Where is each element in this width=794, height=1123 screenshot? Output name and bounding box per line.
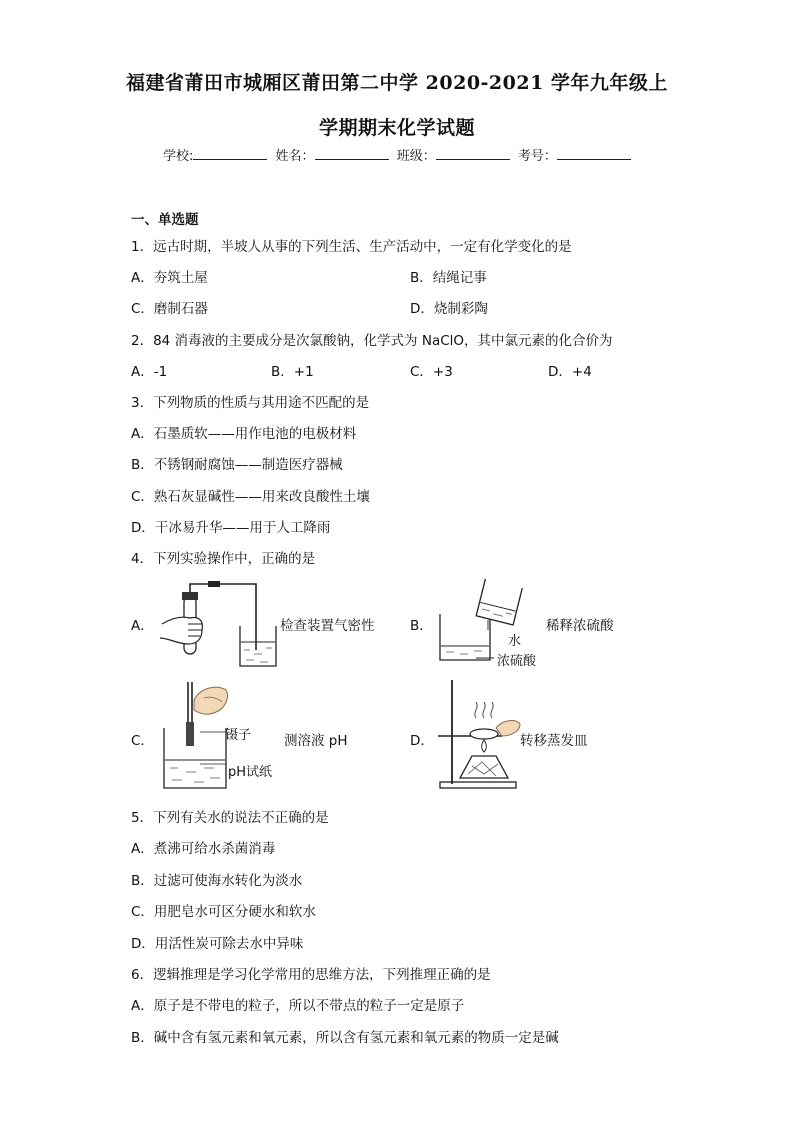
q5-option-d: D．用活性炭可除去水中异味	[131, 936, 304, 952]
q4-option-c-letter: C．	[131, 733, 154, 749]
q4-c-paper-label: pH试纸	[228, 765, 273, 780]
school-label: 学校:	[163, 149, 194, 164]
q1-option-a: A．夯筑土屋	[131, 270, 208, 286]
evaporating-dish-figure	[432, 678, 522, 792]
q3-option-b: B．不锈钢耐腐蚀——制造医疗器械	[131, 457, 343, 473]
q4-option-d-caption: 转移蒸发皿	[520, 733, 588, 749]
question-3-stem: 3．下列物质的性质与其用途不匹配的是	[131, 395, 370, 411]
student-info-row	[163, 145, 635, 164]
q5-option-c: C．用肥皂水可区分硬水和软水	[131, 904, 316, 920]
class-label: 班级：	[396, 149, 436, 164]
q4-option-b-caption: 稀释浓硫酸	[546, 618, 614, 634]
question-2-stem: 2．84 消毒液的主要成分是次氯酸钠，化学式为 NaClO，其中氯元素的化合价为	[131, 333, 613, 349]
school-blank[interactable]	[193, 147, 267, 160]
name-label: 姓名：	[275, 149, 315, 164]
question-4-stem: 4．下列实验操作中，正确的是	[131, 551, 316, 567]
q1-option-d: D．烧制彩陶	[410, 301, 488, 317]
q3-option-d: D．干冰易升华——用于人工降雨	[131, 520, 331, 536]
ph-test-figure	[160, 680, 230, 792]
q4-option-b-letter: B．	[410, 618, 433, 634]
q4-option-d-letter: D．	[410, 733, 434, 749]
question-1-stem: 1．远古时期，半坡人从事的下列生活、生产活动中，一定有化学变化的是	[131, 239, 572, 255]
class-blank[interactable]	[436, 147, 510, 160]
id-blank[interactable]	[557, 147, 631, 160]
q6-option-a: A．原子是不带电的粒子，所以不带点的粒子一定是原子	[131, 998, 465, 1014]
q5-option-b: B．过滤可使海水转化为淡水	[131, 873, 303, 889]
q4-option-c-caption: 测溶液 pH	[284, 733, 348, 749]
q3-option-c: C．熟石灰显碱性——用来改良酸性土壤	[131, 489, 370, 505]
q4-b-water-label: 水	[508, 634, 522, 649]
question-6-stem: 6．逻辑推理是学习化学常用的思维方法，下列推理正确的是	[131, 967, 491, 983]
q1-option-b: B．结绳记事	[410, 270, 487, 286]
q2-option-d: D．+4	[548, 364, 592, 380]
question-5-stem: 5．下列有关水的说法不正确的是	[131, 810, 329, 826]
q1-option-c: C．磨制石器	[131, 301, 208, 317]
exam-title-line1: 福建省莆田市城厢区莆田第二中学 2020-2021 学年九年级上	[126, 72, 668, 94]
q4-c-tweezers-label: 镊子	[225, 728, 252, 743]
exam-title-line2: 学期期末化学试题	[318, 117, 475, 139]
q4-b-acid-label: 浓硫酸	[497, 654, 537, 669]
q6-option-b: B．碱中含有氢元素和氧元素，所以含有氢元素和氧元素的物质一定是碱	[131, 1030, 559, 1046]
q2-option-a: A．-1	[131, 364, 168, 380]
q4-option-a-caption: 检查装置气密性	[280, 618, 375, 634]
section-heading: 一、单选题	[131, 212, 199, 228]
q5-option-a: A．煮沸可给水杀菌消毒	[131, 841, 276, 857]
name-blank[interactable]	[315, 147, 389, 160]
id-label: 考号：	[517, 149, 557, 164]
q2-option-b: B．+1	[271, 364, 314, 380]
q2-option-c: C．+3	[410, 364, 453, 380]
q4-option-a-letter: A．	[131, 618, 154, 634]
q3-option-a: A．石墨质软——用作电池的电极材料	[131, 426, 357, 442]
airtightness-check-figure	[158, 578, 280, 670]
